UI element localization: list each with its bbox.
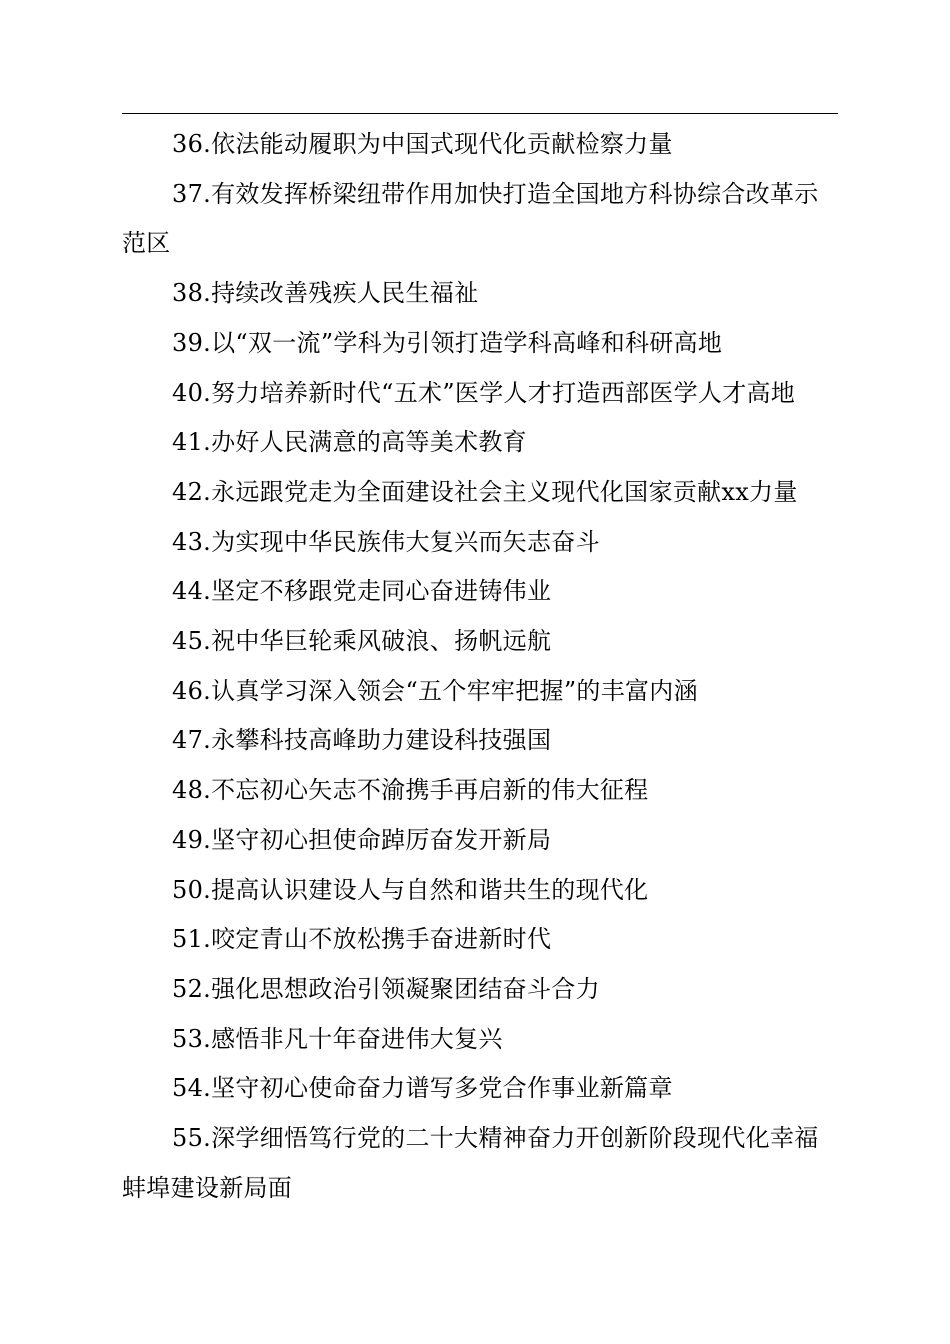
- list-item-48: 48.不忘初心矢志不渝携手再启新的伟大征程: [172, 776, 649, 805]
- list-item-43: 43.为实现中华民族伟大复兴而矢志奋斗: [172, 527, 600, 556]
- list-item-49: 49.坚守初心担使命踔厉奋发开新局: [172, 825, 552, 854]
- header-rule: [122, 113, 838, 114]
- list-item-45: 45.祝中华巨轮乘风破浪、扬帆远航: [172, 627, 552, 656]
- list-item-38: 38.持续改善残疾人民生福祉: [172, 279, 479, 308]
- list-item-47: 47.永攀科技高峰助力建设科技强国: [172, 726, 552, 755]
- list-item-54: 54.坚守初心使命奋力谱写多党合作事业新篇章: [172, 1074, 673, 1103]
- list-item-40: 40.努力培养新时代“五术”医学人才打造西部医学人才高地: [172, 378, 796, 407]
- list-item-44: 44.坚定不移跟党走同心奋进铸伟业: [172, 577, 552, 606]
- list-item-55: 55.深学细悟笃行党的二十大精神奋力开创新阶段现代化幸福蚌埠建设新局面: [122, 1124, 819, 1202]
- title-list: [122, 120, 838, 1213]
- list-item-50: 50.提高认识建设人与自然和谐共生的现代化: [172, 875, 649, 904]
- list-item-36: 36.依法能动履职为中国式现代化贡献检察力量: [172, 130, 673, 158]
- list-item-39: 39.以“双一流”学科为引领打造学科高峰和科研高地: [172, 328, 723, 357]
- list-item-42: 42.永远跟党走为全面建设社会主义现代化国家贡献xx力量: [172, 477, 798, 506]
- list-item-37: 37.有效发挥桥梁纽带作用加快打造全国地方科协综合改革示范区: [122, 179, 819, 258]
- list-item-41: 41.办好人民满意的高等美术教育: [172, 428, 527, 457]
- list-item-51: 51.咬定青山不放松携手奋进新时代: [172, 925, 552, 954]
- list-item-52: 52.强化思想政治引领凝聚团结奋斗合力: [172, 974, 600, 1003]
- list-item-46: 46.认真学习深入领会“五个牢牢把握”的丰富内涵: [172, 676, 698, 705]
- list-item-53: 53.感悟非凡十年奋进伟大复兴: [172, 1024, 503, 1053]
